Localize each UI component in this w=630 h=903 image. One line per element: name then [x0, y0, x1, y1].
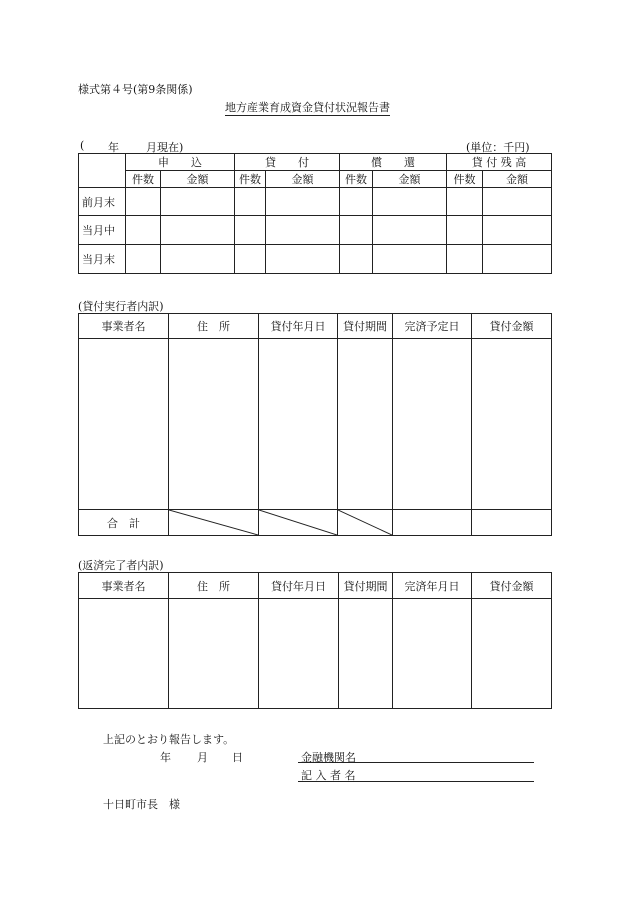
cell[interactable]: [393, 339, 472, 510]
cell[interactable]: [483, 216, 552, 245]
cell[interactable]: [235, 216, 266, 245]
cell[interactable]: [235, 188, 266, 216]
cell[interactable]: [169, 599, 259, 709]
footer-day-label: 日: [232, 751, 243, 764]
cell[interactable]: [79, 599, 169, 709]
amount-header: 金額: [161, 171, 235, 188]
cell[interactable]: [339, 599, 393, 709]
summary-table: [78, 153, 552, 274]
header-blank: [79, 154, 126, 188]
cell[interactable]: [126, 216, 161, 245]
count-header: 件数: [340, 171, 373, 188]
cell[interactable]: [373, 188, 447, 216]
diagonal-cell: [169, 510, 259, 536]
date-month-label: 月現在): [146, 141, 184, 154]
diagonal-line: [169, 510, 258, 535]
cell[interactable]: [483, 245, 552, 274]
report-statement: 上記のとおり報告します。: [103, 733, 235, 746]
repaid-table: [78, 572, 552, 709]
footer-month-label: 月: [197, 751, 208, 764]
cell[interactable]: [266, 188, 340, 216]
diagonal-line: [338, 510, 392, 535]
cell[interactable]: [126, 188, 161, 216]
writer-name-line[interactable]: [298, 781, 534, 782]
col-business-name: 事業者名: [79, 314, 169, 339]
col-planned-completion: 完済予定日: [393, 314, 472, 339]
form-number: 様式第４号(第9条関係): [78, 83, 193, 96]
col-loan-amount: 貸付金額: [472, 573, 552, 599]
cell[interactable]: [161, 188, 235, 216]
cell[interactable]: [79, 339, 169, 510]
col-loan-period: 貸付期間: [338, 314, 393, 339]
writer-name-label: 記 入 者 名: [301, 769, 356, 782]
cell[interactable]: [259, 599, 339, 709]
lenders-heading: (貸付実行者内訳): [78, 300, 164, 313]
cell[interactable]: [393, 510, 472, 536]
col-completion-date: 完済年月日: [393, 573, 472, 599]
cell[interactable]: [472, 599, 552, 709]
institution-name-label: 金融機関名: [301, 751, 356, 764]
cell[interactable]: [126, 245, 161, 274]
col-loan-amount: 貸付金額: [472, 314, 552, 339]
diagonal-cell: [338, 510, 393, 536]
group-loan: 貸 付: [235, 154, 340, 171]
count-header: 件数: [235, 171, 266, 188]
cell[interactable]: [161, 245, 235, 274]
amount-header: 金額: [373, 171, 447, 188]
cell[interactable]: [373, 245, 447, 274]
count-header: 件数: [126, 171, 161, 188]
row-label-current-month: 当月中: [79, 216, 126, 245]
cell[interactable]: [447, 216, 483, 245]
group-balance: 貸 付 残 高: [447, 154, 552, 171]
diagonal-cell: [259, 510, 338, 536]
amount-header: 金額: [266, 171, 340, 188]
institution-name-line[interactable]: [298, 762, 534, 763]
date-open-paren: (: [80, 139, 85, 152]
unit-label: (単位：千円): [466, 141, 530, 154]
col-loan-period: 貸付期間: [339, 573, 393, 599]
cell[interactable]: [340, 188, 373, 216]
cell[interactable]: [483, 188, 552, 216]
cell[interactable]: [266, 245, 340, 274]
cell[interactable]: [340, 245, 373, 274]
diagonal-line: [259, 510, 337, 535]
footer-year-label: 年: [160, 751, 171, 764]
cell[interactable]: [447, 245, 483, 274]
cell[interactable]: [235, 245, 266, 274]
col-address: 住 所: [169, 573, 259, 599]
cell[interactable]: [393, 599, 472, 709]
row-label-current-month-end: 当月末: [79, 245, 126, 274]
amount-header: 金額: [483, 171, 552, 188]
repaid-heading: (返済完了者内訳): [78, 559, 164, 572]
addressee: 十日町市長 様: [103, 798, 180, 811]
page-title: 地方産業育成資金貸付状況報告書: [225, 101, 390, 114]
group-repayment: 償 還: [340, 154, 447, 171]
group-application: 申 込: [126, 154, 235, 171]
col-business-name: 事業者名: [79, 573, 169, 599]
cell[interactable]: [169, 339, 259, 510]
count-header: 件数: [447, 171, 483, 188]
col-loan-date: 貸付年月日: [259, 573, 339, 599]
cell[interactable]: [472, 339, 552, 510]
cell[interactable]: [373, 216, 447, 245]
lenders-table: [78, 313, 552, 536]
total-amount-cell[interactable]: [472, 510, 552, 536]
col-loan-date: 貸付年月日: [259, 314, 338, 339]
row-label-prev-month-end: 前月末: [79, 188, 126, 216]
cell[interactable]: [259, 339, 338, 510]
date-year-label: 年: [108, 141, 119, 154]
col-address: 住 所: [169, 314, 259, 339]
cell[interactable]: [266, 216, 340, 245]
cell[interactable]: [340, 216, 373, 245]
cell[interactable]: [447, 188, 483, 216]
total-label: 合 計: [79, 510, 169, 536]
cell[interactable]: [338, 339, 393, 510]
cell[interactable]: [161, 216, 235, 245]
